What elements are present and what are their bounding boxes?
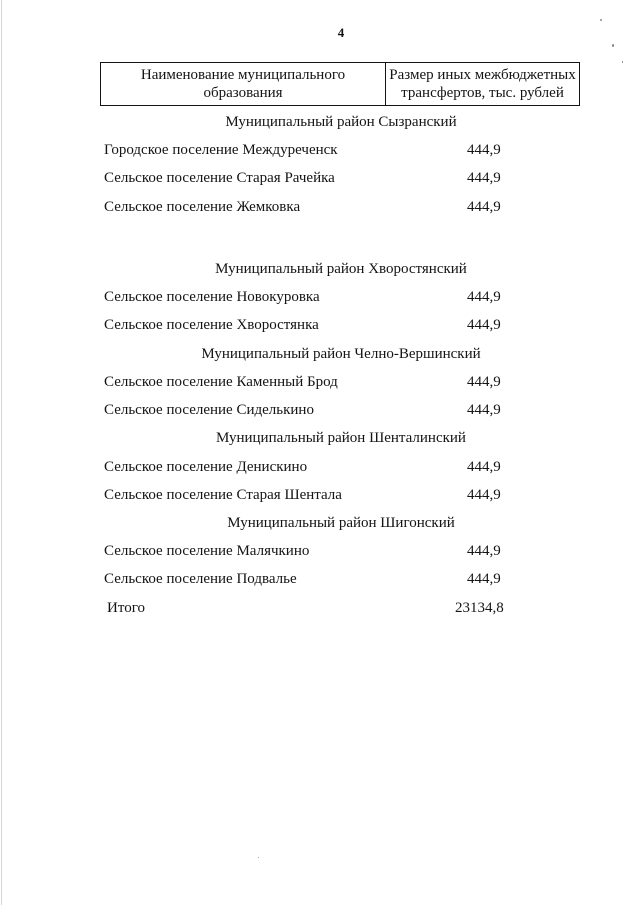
row-value: 444,9 bbox=[467, 289, 501, 305]
row-name: Сельское поселение Жемковка bbox=[104, 199, 301, 215]
row-value: 444,9 bbox=[467, 374, 501, 390]
row-name: Сельское поселение Новокуровка bbox=[104, 289, 320, 305]
section-title: Муниципальный район Сызранский bbox=[225, 114, 457, 130]
table-row bbox=[0, 372, 640, 392]
row-name: Сельское поселение Старая Рачейка bbox=[104, 170, 335, 186]
header-amount-line: трансфертов, тыс. рублей bbox=[401, 85, 564, 101]
header-cell-amount bbox=[386, 63, 579, 105]
table-row bbox=[0, 197, 640, 217]
table-row bbox=[0, 140, 640, 160]
row-value: 444,9 bbox=[467, 571, 501, 587]
row-name: Сельское поселение Хворостянка bbox=[104, 317, 319, 333]
row-value: 444,9 bbox=[467, 142, 501, 158]
section-title: Муниципальный район Шенталинский bbox=[216, 430, 466, 446]
table-row bbox=[0, 485, 640, 505]
row-value: 444,9 bbox=[467, 170, 501, 186]
row-value: 444,9 bbox=[467, 199, 501, 215]
row-name: Городское поселение Междуреченск bbox=[104, 142, 338, 158]
total-value: 23134,8 bbox=[455, 600, 504, 616]
table-row bbox=[0, 315, 640, 335]
row-value: 444,9 bbox=[467, 543, 501, 559]
table-row bbox=[0, 541, 640, 561]
table-header bbox=[100, 62, 580, 106]
scan-speck bbox=[600, 19, 602, 21]
row-name: Сельское поселение Старая Шентала bbox=[104, 487, 342, 503]
scan-speck bbox=[612, 44, 614, 47]
table-row bbox=[0, 287, 640, 307]
page-number: 4 bbox=[337, 25, 345, 40]
scan-speck bbox=[622, 61, 623, 63]
table-row bbox=[0, 457, 640, 477]
row-value: 444,9 bbox=[467, 317, 501, 333]
row-value: 444,9 bbox=[467, 487, 501, 503]
row-name: Сельское поселение Подвалье bbox=[104, 571, 297, 587]
section-title: Муниципальный район Челно-Вершинский bbox=[201, 346, 481, 362]
header-name-line: образования bbox=[203, 85, 283, 101]
total-label: Итого bbox=[107, 600, 145, 616]
header-amount-line: Размер иных межбюджетных bbox=[389, 67, 576, 83]
total-row bbox=[0, 598, 640, 618]
row-name: Сельское поселение Денискино bbox=[104, 459, 308, 475]
table-row bbox=[0, 168, 640, 188]
header-name-line: Наименование муниципального bbox=[140, 67, 346, 83]
section-title: Муниципальный район Шигонский bbox=[227, 515, 455, 531]
section-title: Муниципальный район Хворостянский bbox=[215, 261, 467, 277]
header-cell-name bbox=[101, 63, 386, 105]
table-row bbox=[0, 400, 640, 420]
row-name: Сельское поселение Сиделькино bbox=[104, 402, 314, 418]
scan-edge-shade bbox=[1, 0, 2, 905]
row-value: 444,9 bbox=[467, 459, 501, 475]
row-name: Сельское поселение Каменный Брод bbox=[104, 374, 338, 390]
row-name: Сельское поселение Малячкино bbox=[104, 543, 310, 559]
row-value: 444,9 bbox=[467, 402, 501, 418]
table-row bbox=[0, 569, 640, 589]
scan-speck bbox=[258, 857, 259, 858]
